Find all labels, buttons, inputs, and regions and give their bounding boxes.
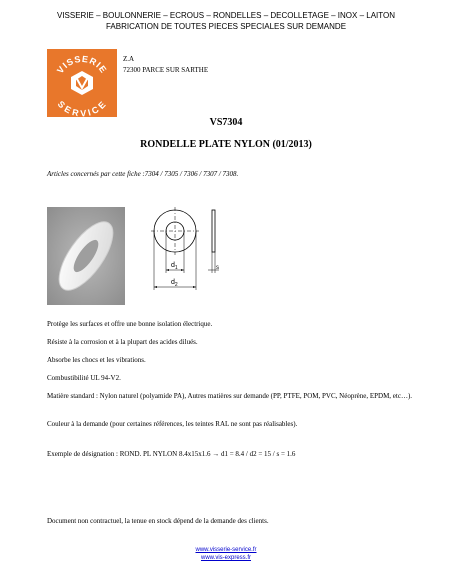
washer-technical-drawing bbox=[130, 207, 230, 297]
paragraph-corrosion: Résiste à la corrosion et à la plupart des acides dilués. bbox=[47, 338, 198, 346]
paragraph-designation-example: Exemple de désignation : ROND. PL NYLON 8.4x15x1.6 → d1 = 8.4 / d2 = 15 / s = 1.6 bbox=[47, 450, 296, 458]
label-d2: $d_2$ bbox=[171, 279, 178, 288]
washer-photo bbox=[47, 207, 125, 305]
address-block bbox=[123, 54, 208, 76]
page-header bbox=[0, 10, 452, 32]
address-line-2: 72300 PARCE SUR SARTHE bbox=[123, 66, 209, 74]
header-line-2: FABRICATION DE TOUTES PIECES SPECIALES SUR DEMANDE bbox=[105, 22, 347, 31]
logo-text-bottom: SERVICE bbox=[55, 98, 109, 117]
paragraph-shocks: Absorbe les chocs et les vibrations. bbox=[47, 356, 146, 364]
logo-text-top: VISSERIE bbox=[54, 53, 110, 76]
footer bbox=[0, 546, 452, 562]
paragraph-protection: Protège les surfaces et offre une bonne isolation électrique. bbox=[47, 320, 213, 328]
header-line-1: VISSERIE – BOULONNERIE – ECROUS – RONDELLES – DECOLLETAGE – INOX – LAITON bbox=[56, 11, 396, 20]
paragraph-flammability: Combustibilité UL 94-V2. bbox=[47, 374, 121, 382]
paragraph-disclaimer: Document non contractuel, la tenue en stock dépend de la demande des clients. bbox=[47, 517, 269, 525]
articles-concerned: Articles concernés par cette fiche :7304 / 7305 / 7306 / 7307 / 7308. bbox=[47, 170, 239, 178]
footer-link-vis-express[interactable]: www.vis-express.fr bbox=[200, 555, 251, 561]
footer-link-visserie-service[interactable]: www.visserie-service.fr bbox=[195, 547, 257, 553]
paragraph-color: Couleur à la demande (pour certaines références, les teintes RAL ne sont pas réalisables). bbox=[47, 420, 298, 428]
address-line-1: Z.A bbox=[123, 55, 135, 63]
label-s: s bbox=[216, 265, 219, 271]
visserie-service-logo bbox=[47, 49, 117, 117]
label-d1: $d_1$ bbox=[171, 262, 178, 271]
document-reference: VS7304 bbox=[209, 117, 243, 128]
document-title: RONDELLE PLATE NYLON (01/2013) bbox=[140, 139, 312, 150]
paragraph-material: Matière standard : Nylon naturel (polyamide PA), Autres matières sur demande (PP, PTFE, POM, PVC, Néoprène, EPDM, etc…). bbox=[47, 392, 413, 400]
